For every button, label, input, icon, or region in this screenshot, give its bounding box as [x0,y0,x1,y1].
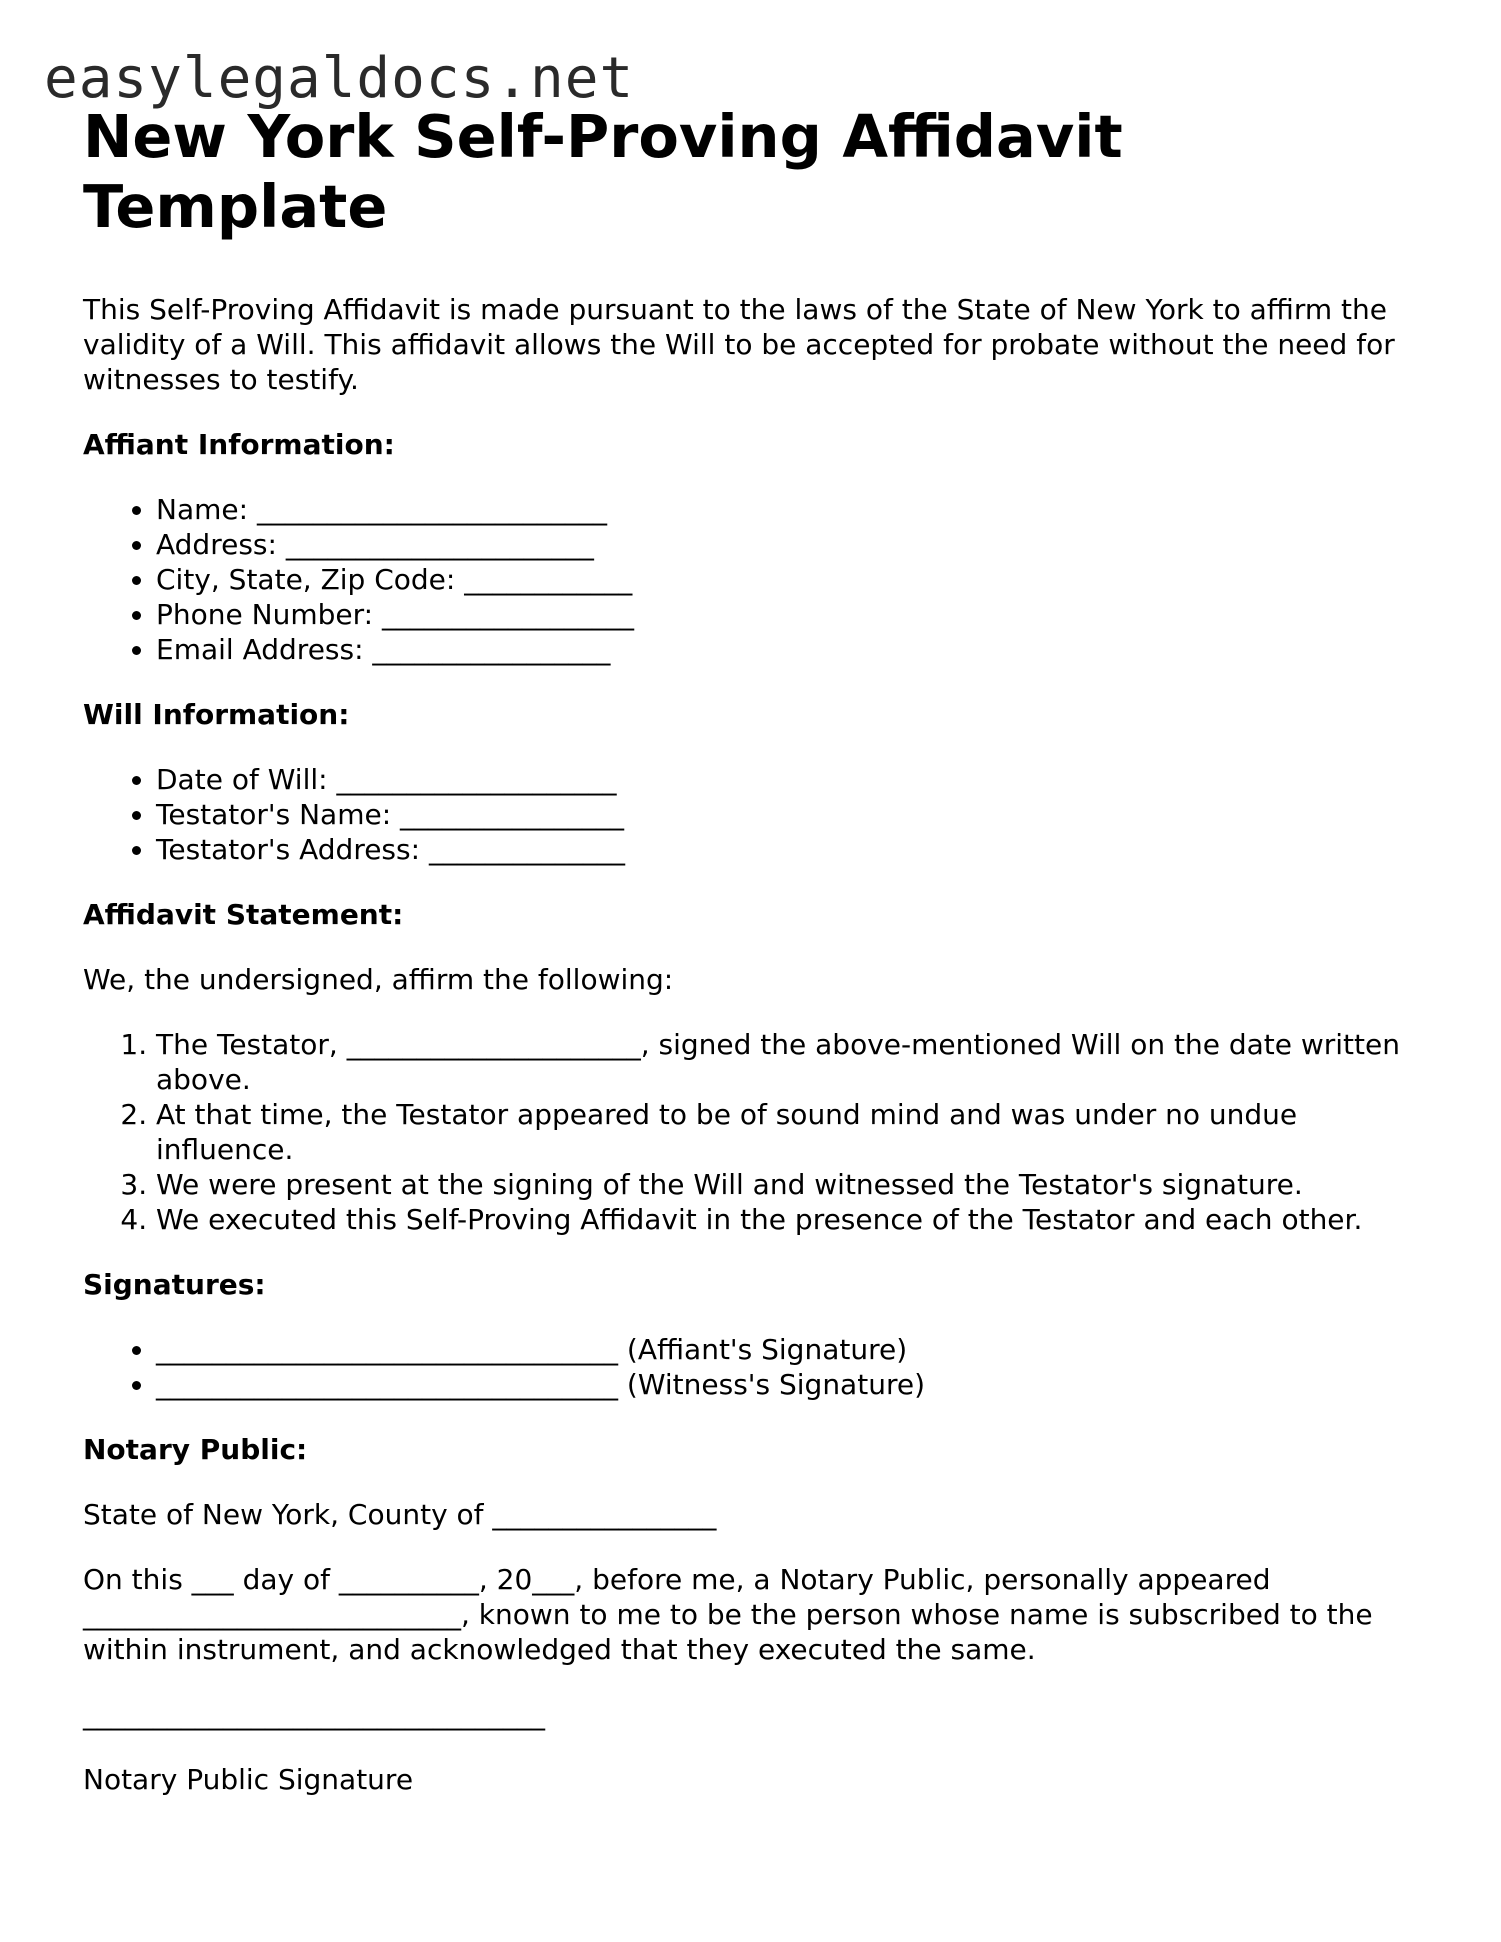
affiant-email-field: • Email Address: _________________ [156,632,1413,667]
notary-heading: Notary Public: [83,1433,308,1466]
notary-signature-line: _________________________________ [83,1698,545,1731]
statement-item: 2. At that time, the Testator appeared to be of sound mind and was under no undue influence. [156,1097,1413,1167]
statement-item: 4. We executed this Self-Proving Affidavit in the presence of the Testator and each other. [156,1202,1413,1237]
notary-county: State of New York, County of ________________ [83,1498,717,1531]
signatures-heading: Signatures: [83,1268,266,1301]
statement-list [83,1027,1413,1237]
affiant-name-field: • Name: _________________________ [156,492,1413,527]
affiant-phone-field: • Phone Number: __________________ [156,597,1413,632]
notary-acknowledgment: On this ___ day of __________, 20___, before me, a Notary Public, personally appeared ___________________________, known to me to be the person whose name is subscribed to the within instrument, and acknowledged that they executed the same. [83,1563,1373,1666]
testator-address-field: • Testator's Address: ______________ [156,832,1413,867]
will-list [83,762,1413,867]
testator-name-field: • Testator's Name: ________________ [156,797,1413,832]
page-title: New York Self-Proving Affidavit Template [83,102,1123,241]
affiant-heading: Affiant Information: [83,428,395,461]
notary-signature-label: Notary Public Signature [83,1763,414,1796]
signatures-list [83,1332,1413,1402]
affiant-address-field: • Address: ______________________ [156,527,1413,562]
affiant-signature-line: • _________________________________ (Affiant's Signature) [156,1332,1413,1367]
statement-heading: Affidavit Statement: [83,898,404,931]
affiant-city-state-zip-field: • City, State, Zip Code: ____________ [156,562,1413,597]
will-date-field: • Date of Will: ____________________ [156,762,1413,797]
document-page [83,102,1413,1797]
witness-signature-line: • _________________________________ (Witness's Signature) [156,1367,1413,1402]
statement-item: 3. We were present at the signing of the Will and witnessed the Testator's signature. [156,1167,1413,1202]
will-heading: Will Information: [83,698,350,731]
affiant-list [83,492,1413,667]
watermark-text: easylegaldocs.net [44,46,635,111]
intro-paragraph: This Self-Proving Affidavit is made pursuant to the laws of the State of New York to affirm the validity of a Will. This affidavit allows the Will to be accepted for probate without the need for witnesses to testify. [83,293,1395,396]
statement-item: 1. The Testator, _____________________, signed the above-mentioned Will on the date written above. [156,1027,1413,1097]
statement-lead: We, the undersigned, affirm the following: [83,963,674,996]
